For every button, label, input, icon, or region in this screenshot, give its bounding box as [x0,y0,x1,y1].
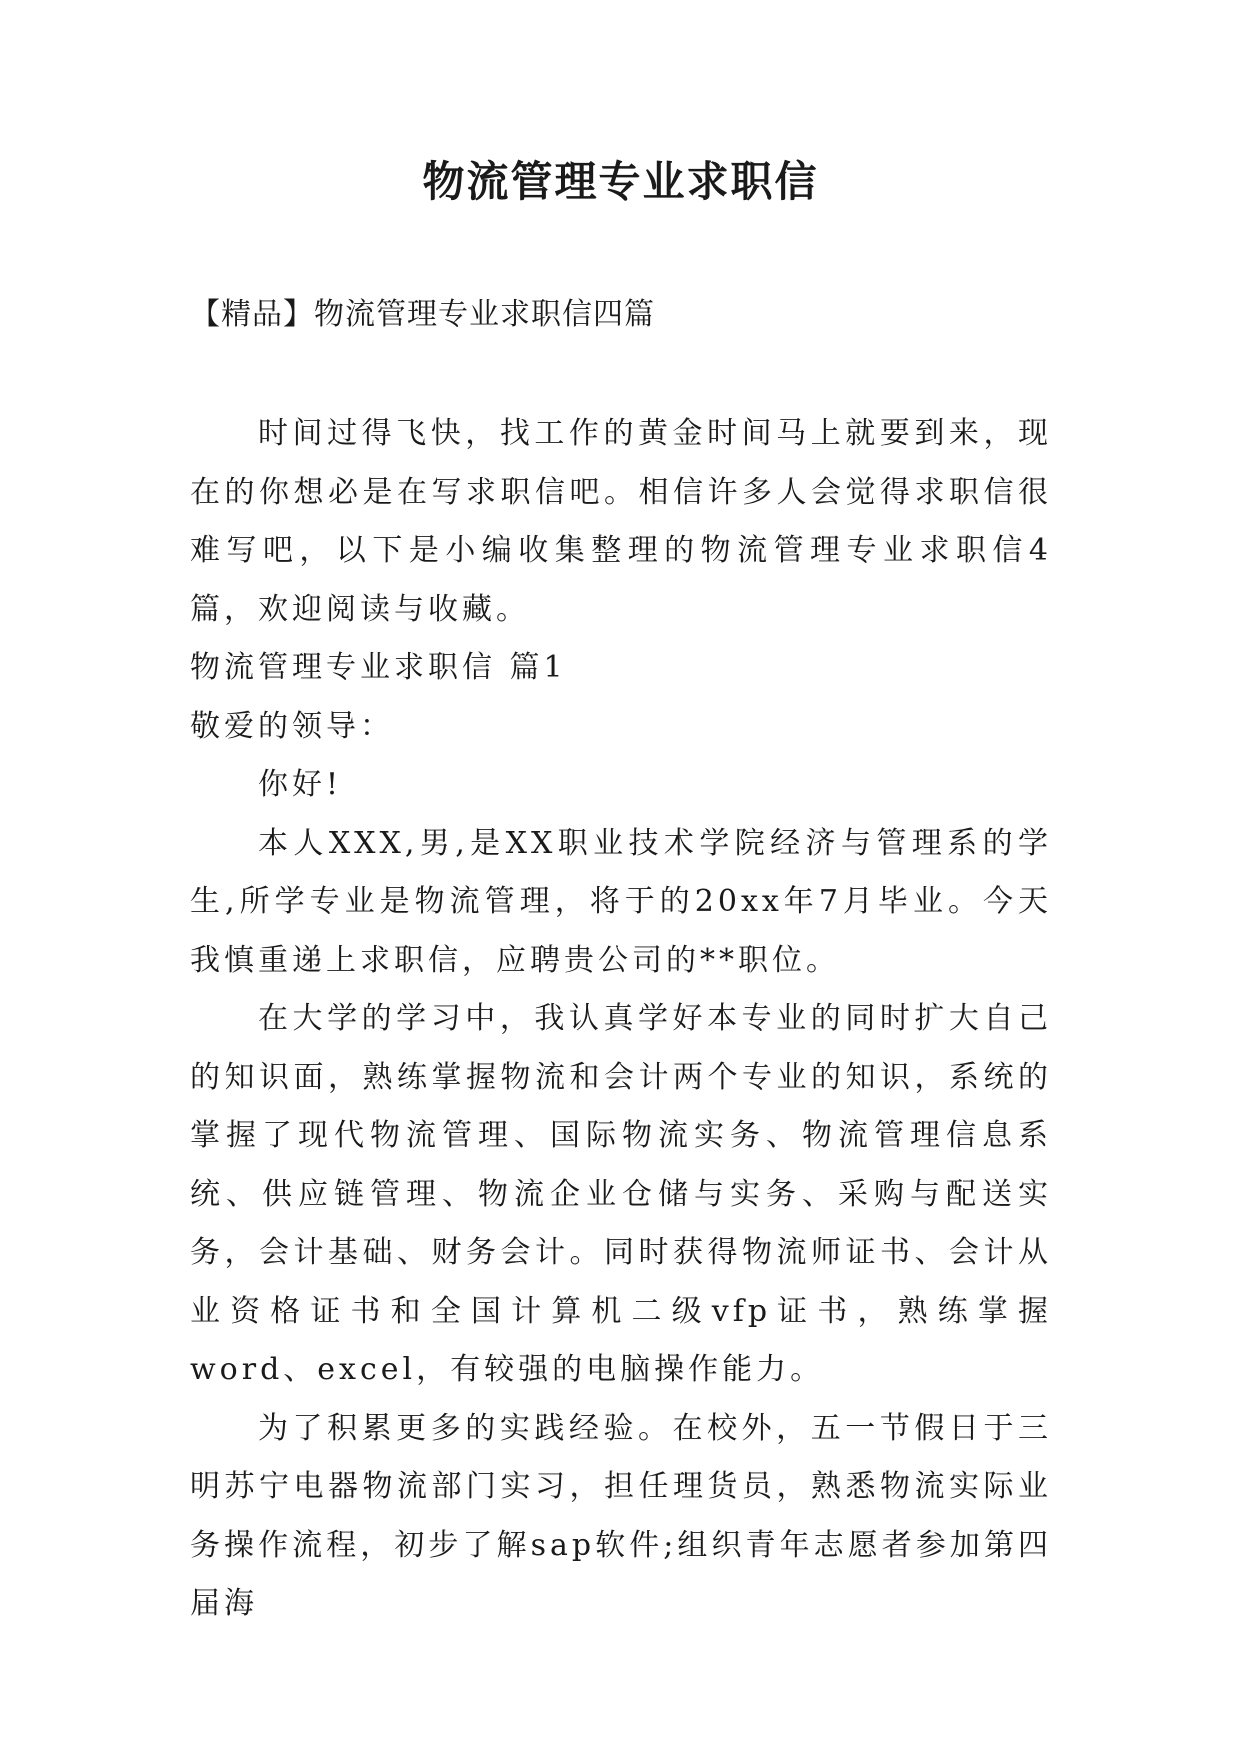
document-body [190,405,1052,1634]
body-paragraph: 为了积累更多的实践经验。在校外，五一节假日于三明苏宁电器物流部门实习，担任理货员，熟悉物流实际业务操作流程，初步了解sap软件;组织青年志愿者参加第四届海 [190,1410,1052,1621]
document-subtitle: 【精品】物流管理专业求职信四篇 [190,297,655,332]
salutation: 敬爱的领导： [190,708,394,744]
intro-paragraph: 时间过得飞快，找工作的黄金时间马上就要到来，现在的你想必是在写求职信吧。相信许多人会觉得求职信很难写吧，以下是小编收集整理的物流管理专业求职信4篇，欢迎阅读与收藏。 [190,416,1052,627]
body-paragraph: 本人XXX,男,是XX职业技术学院经济与管理系的学生,所学专业是物流管理，将于的20xx年7月毕业。今天我慎重递上求职信，应聘贵公司的**职位。 [190,825,1052,978]
section-heading: 物流管理专业求职信 篇1 [190,650,567,685]
body-paragraph: 在大学的学习中，我认真学好本专业的同时扩大自己的知识面，熟练掌握物流和会计两个专业的知识，系统的掌握了现代物流管理、国际物流实务、物流管理信息系统、供应链管理、物流企业仓储与实务、采购与配送实务，会计基础、财务会计。同时获得物流师证书、会计从业资格证书和全国计算机二级vfp证书，熟练掌握word、excel，有较强的电脑操作能力。 [190,1001,1052,1387]
document-title: 物流管理专业求职信 [422,157,819,206]
greeting: 你好! [258,767,343,802]
